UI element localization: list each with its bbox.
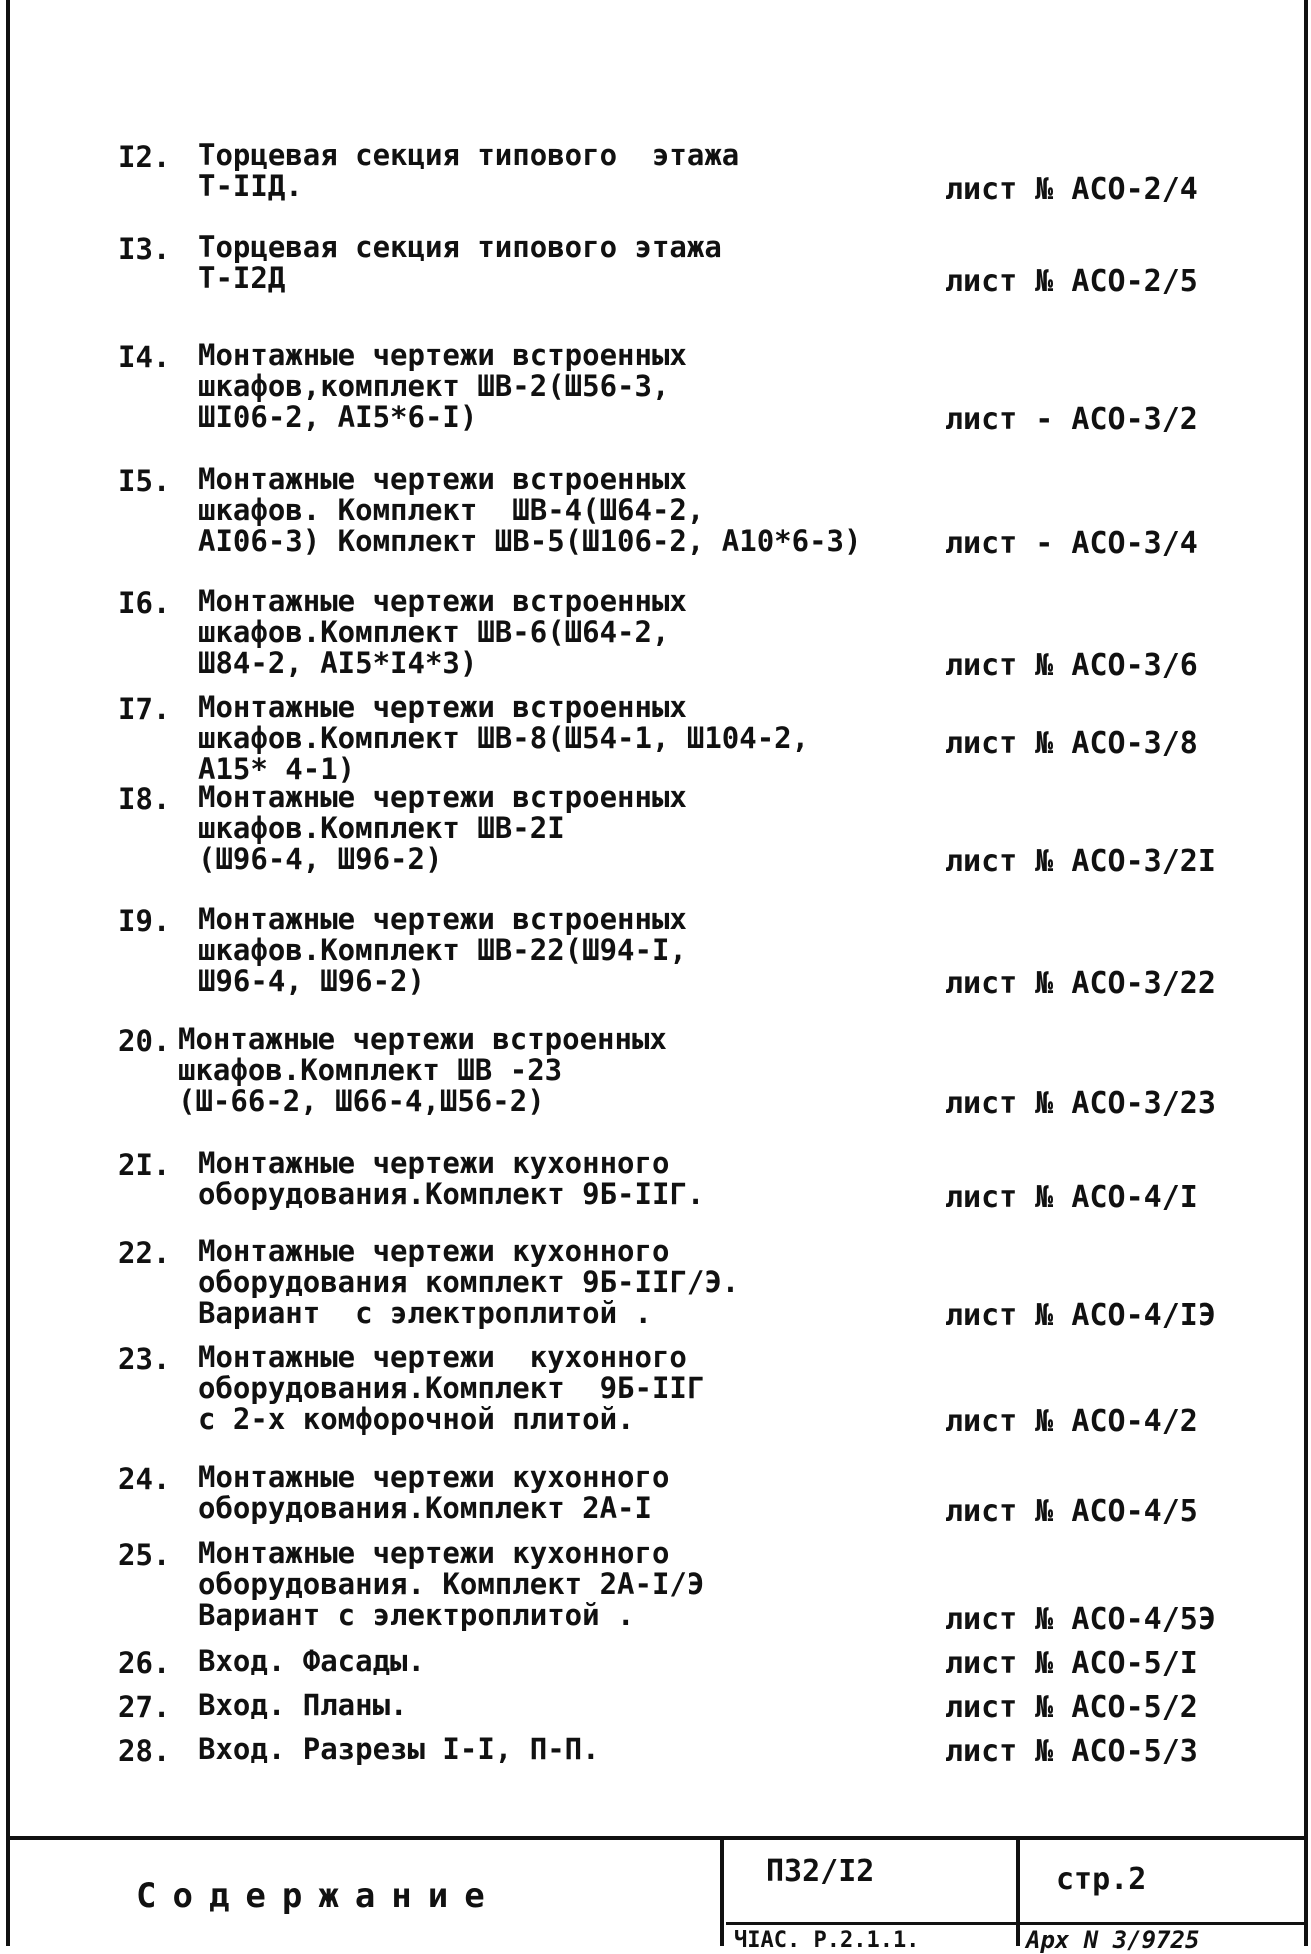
entry-number: I6. bbox=[118, 586, 171, 620]
entry-title: Вход. Планы. bbox=[198, 1688, 408, 1722]
entry-title: Монтажные чертежи встроенных шкафов. Комплект ШВ-4(Ш64-2, АI06-3) Комплект ШВ-5(Ш106-2, А10*6-3) bbox=[198, 462, 862, 558]
title-block-row-line bbox=[726, 1922, 1306, 1925]
entry-sheet: лист № АСО-5/2 bbox=[945, 1690, 1198, 1725]
entry-number: I5. bbox=[118, 464, 171, 498]
entry-number: 28. bbox=[118, 1734, 171, 1768]
entry-title: Монтажные чертежи кухонного оборудования. Комплект 2А-I/Э Вариант с электроплитой . bbox=[198, 1536, 705, 1632]
document-code: П32/I2 bbox=[766, 1854, 875, 1889]
entry-title: Монтажные чертежи встроенных шкафов,комплект ШВ-2(Ш56-3, ШI06-2, АI5*6-I) bbox=[198, 338, 687, 434]
entry-title: Монтажные чертежи встроенных шкафов.Комплект ШВ-2I (Ш96-4, Ш96-2) bbox=[198, 780, 687, 876]
entry-title: Монтажные чертежи кухонного оборудования комплект 9Б-IIГ/Э. Вариант с электроплитой . bbox=[198, 1234, 740, 1330]
entry-number: I2. bbox=[118, 140, 171, 174]
entry-number: I4. bbox=[118, 340, 171, 374]
entry-sheet: лист № АСО-5/I bbox=[945, 1646, 1198, 1681]
entry-number: 24. bbox=[118, 1462, 171, 1496]
entry-number: 2I. bbox=[118, 1148, 171, 1182]
entry-number: 23. bbox=[118, 1342, 171, 1376]
entry-sheet: лист № АСО-3/6 bbox=[945, 648, 1198, 683]
entry-number: 26. bbox=[118, 1646, 171, 1680]
entry-sheet: лист № АСО-4/5 bbox=[945, 1494, 1198, 1529]
entry-title: Монтажные чертежи кухонного оборудования.Комплект 9Б-IIГ. bbox=[198, 1146, 705, 1211]
entry-sheet: лист № АСО-4/I bbox=[945, 1180, 1198, 1215]
entry-sheet: лист № АСО-2/5 bbox=[945, 264, 1198, 299]
entry-number: 25. bbox=[118, 1538, 171, 1572]
entry-sheet: лист № АСО-3/23 bbox=[945, 1086, 1216, 1121]
page-number: стр.2 bbox=[1056, 1862, 1147, 1897]
entry-title: Торцевая секция типового этажа Т-IIД. bbox=[198, 138, 740, 203]
entry-sheet: лист № АСО-5/3 bbox=[945, 1734, 1198, 1769]
entry-sheet: лист № АСО-2/4 bbox=[945, 172, 1198, 207]
entry-sheet: лист № АСО-3/2I bbox=[945, 844, 1216, 879]
entry-sheet: лист № АСО-3/8 bbox=[945, 726, 1198, 761]
entry-title: Монтажные чертежи кухонного оборудования.Комплект 2А-I bbox=[198, 1460, 670, 1525]
entry-sheet: лист № АСО-4/2 bbox=[945, 1404, 1198, 1439]
entry-number: 27. bbox=[118, 1690, 171, 1724]
entry-sheet: лист № АСО-3/22 bbox=[945, 966, 1216, 1001]
entry-number: 20. bbox=[118, 1024, 171, 1058]
entry-number: 22. bbox=[118, 1236, 171, 1270]
entry-sheet: лист № АСО-4/IЭ bbox=[945, 1298, 1216, 1333]
entry-title: Монтажные чертежи встроенных шкафов.Комплект ШВ -23 (Ш-66-2, Ш66-4,Ш56-2) bbox=[178, 1022, 667, 1118]
entry-number: I9. bbox=[118, 904, 171, 938]
entry-title: Вход. Разрезы I-I, П-П. bbox=[198, 1732, 600, 1766]
reference-code: ЧIАС. Р.2.1.1. bbox=[734, 1928, 920, 1953]
entry-number: I8. bbox=[118, 782, 171, 816]
entry-title: Монтажные чертежи кухонного оборудования.Комплект 9Б-IIГ с 2-х комфорочной плитой. bbox=[198, 1340, 705, 1436]
document-title: Содержание bbox=[136, 1876, 501, 1916]
entry-title: Монтажные чертежи встроенных шкафов.Комплект ШВ-6(Ш64-2, Ш84-2, АI5*I4*3) bbox=[198, 584, 687, 680]
archive-number: Арх N 3/9725 bbox=[1026, 1926, 1200, 1954]
entry-title: Монтажные чертежи встроенных шкафов.Комплект ШВ-22(Ш94-I, Ш96-4, Ш96-2) bbox=[198, 902, 687, 998]
entry-sheet: лист - АСО-3/4 bbox=[945, 526, 1198, 561]
entry-title: Торцевая секция типового этажа Т-I2Д bbox=[198, 230, 722, 295]
entry-title: Монтажные чертежи встроенных шкафов.Комплект ШВ-8(Ш54-1, Ш104-2, А15* 4-1) bbox=[198, 690, 810, 786]
entry-title: Вход. Фасады. bbox=[198, 1644, 425, 1678]
entry-number: I3. bbox=[118, 232, 171, 266]
entry-sheet: лист - АСО-3/2 bbox=[945, 402, 1198, 437]
title-block bbox=[6, 1836, 1308, 1954]
entry-sheet: лист № АСО-4/5Э bbox=[945, 1602, 1216, 1637]
entry-number: I7. bbox=[118, 692, 171, 726]
